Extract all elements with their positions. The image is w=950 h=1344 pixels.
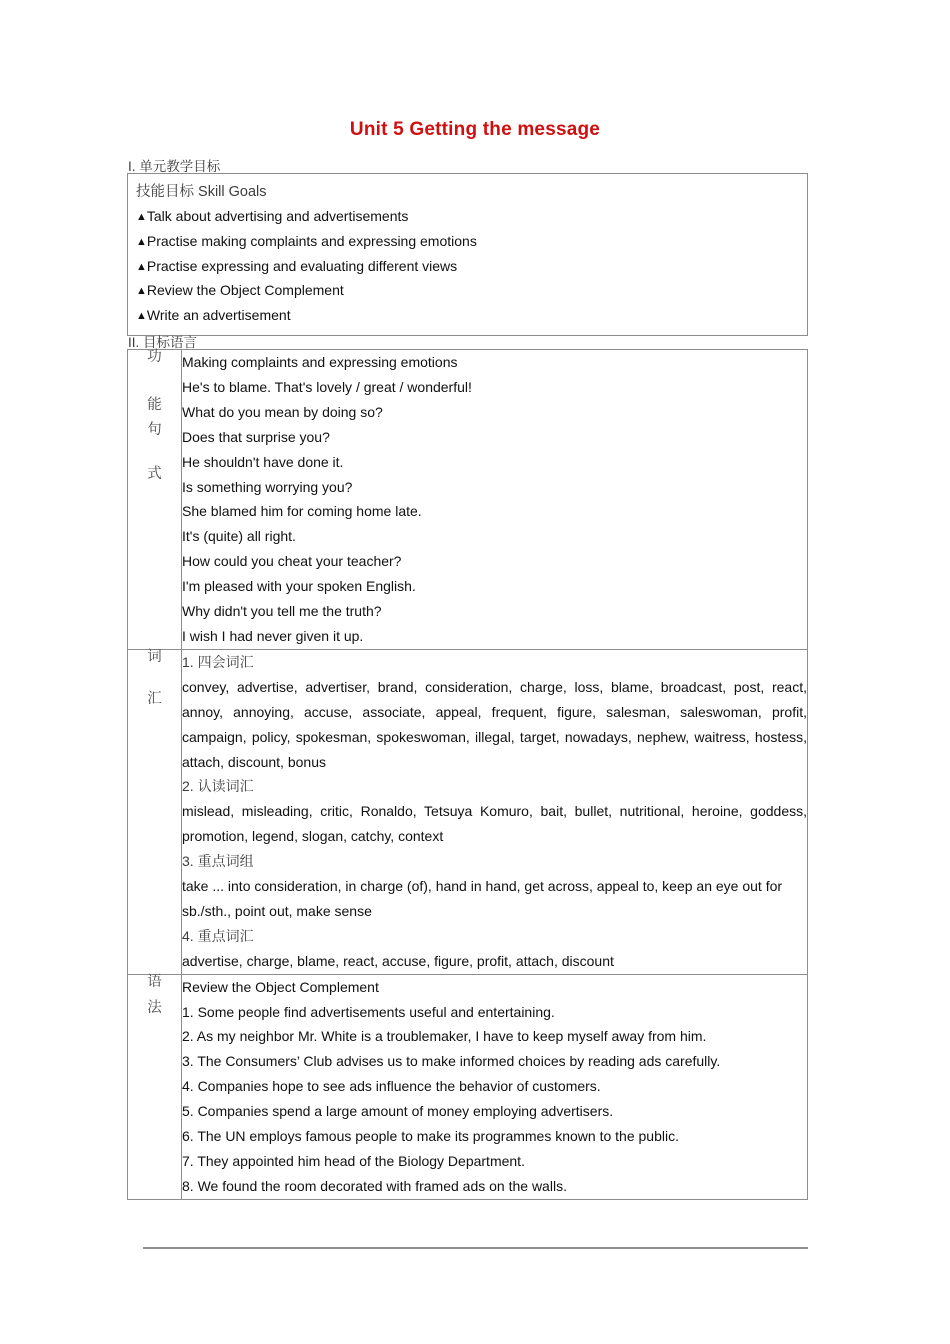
- section-heading-two: II. 目标语言: [128, 335, 198, 350]
- target-language-table: [127, 349, 808, 1200]
- label-char: 式: [147, 465, 162, 482]
- label-char: 词: [147, 648, 162, 665]
- vocabulary-group-heading: 1. 四会词汇: [182, 653, 254, 670]
- functional-sentence: He's to blame. That's lovely / great / wonderful!: [182, 378, 472, 395]
- vocabulary-group-heading: 4. 重点词汇: [182, 927, 254, 944]
- functional-sentence: How could you cheat your teacher?: [182, 553, 402, 570]
- grammar-sentence: 2. As my neighbor Mr. White is a troublemaker, I have to keep myself away from him.: [182, 1028, 707, 1045]
- functional-sentence: Why didn't you tell me the truth?: [182, 603, 382, 620]
- label-char: 功: [147, 349, 162, 365]
- label-char: 能: [147, 396, 162, 413]
- row-label-vocabulary: [128, 649, 182, 974]
- row-label-grammar: [128, 974, 182, 1199]
- vocabulary-cell: [182, 649, 808, 974]
- table-row-vocabulary: [128, 649, 808, 974]
- skill-goal-item: [136, 254, 807, 279]
- vocabulary-group-heading: 2. 认读词汇: [182, 778, 254, 795]
- table-row-grammar: [128, 974, 808, 1199]
- functional-sentence: Is something worrying you?: [182, 478, 353, 495]
- functional-sentence: What do you mean by doing so?: [182, 403, 383, 420]
- grammar-heading: Review the Object Complement: [182, 978, 379, 995]
- vocabulary-group-body: mislead, misleading, critic, Ronaldo, Tetsuya Komuro, bait, bullet, nutritional, heroine, goddess, promotion, legend, slogan, catchy, context: [182, 803, 807, 845]
- vocabulary-group-body: take ... into consideration, in charge (of), hand in hand, get across, appeal to, keep an eye out for sb./sth., point out, make sense: [182, 878, 783, 919]
- triangle-bullet-icon: ▲: [136, 260, 147, 273]
- grammar-sentence: 7. They appointed him head of the Biology Department.: [182, 1153, 525, 1169]
- skill-goal-text: Talk about advertising and advertisements: [146, 208, 409, 224]
- functional-sentence: I'm pleased with your spoken English.: [182, 578, 416, 595]
- skill-goals-header: 技能目标 Skill Goals: [136, 184, 267, 200]
- skill-goal-text: Practise expressing and evaluating different views: [146, 257, 458, 274]
- section-heading-one: I. 单元教学目标: [128, 159, 221, 174]
- page-title: Unit 5 Getting the message: [349, 119, 601, 140]
- triangle-bullet-icon: ▲: [136, 310, 147, 323]
- skill-goal-item: [136, 303, 807, 328]
- triangle-bullet-icon: ▲: [136, 235, 147, 248]
- grammar-sentence: 8. We found the room decorated with framed ads on the walls.: [182, 1177, 567, 1194]
- functional-heading: Making complaints and expressing emotions: [182, 354, 458, 370]
- grammar-sentence: 3. The Consumers’ Club advises us to make informed choices by reading ads carefully.: [182, 1053, 721, 1070]
- functional-sentences-cell: [182, 350, 808, 650]
- label-char: 语: [147, 973, 162, 990]
- triangle-bullet-icon: ▲: [136, 285, 147, 298]
- functional-sentence: Does that surprise you?: [182, 428, 330, 445]
- grammar-cell: [182, 974, 808, 1199]
- functional-sentence: He shouldn't have done it.: [182, 453, 344, 470]
- row-label-functional: [128, 350, 182, 650]
- vocabulary-group-heading: 3. 重点词组: [182, 853, 254, 870]
- label-char: 汇: [147, 691, 162, 708]
- table-row: [128, 174, 808, 336]
- functional-sentence: It's (quite) all right.: [182, 528, 296, 545]
- skill-goal-item: [136, 278, 807, 303]
- grammar-sentence: 5. Companies spend a large amount of money employing advertisers.: [182, 1103, 614, 1120]
- functional-sentence: She blamed him for coming home late.: [182, 503, 422, 520]
- skill-goal-text: Practise making complaints and expressing emotions: [146, 232, 477, 249]
- triangle-bullet-icon: ▲: [136, 211, 147, 223]
- grammar-sentence: 1. Some people find advertisements useful and entertaining.: [182, 1003, 555, 1020]
- skill-goal-item: [136, 204, 807, 229]
- functional-sentence: I wish I had never given it up.: [182, 627, 364, 644]
- skill-goals-cell: [128, 174, 808, 336]
- label-char: 句: [147, 422, 162, 438]
- footer-separator: [143, 1247, 808, 1249]
- vocabulary-group-body: advertise, charge, blame, react, accuse, figure, profit, attach, discount: [182, 952, 614, 969]
- table-row-functional-sentences: [128, 350, 808, 650]
- skill-goal-text: Review the Object Complement: [146, 282, 344, 299]
- label-char: 法: [147, 1000, 162, 1017]
- skill-goal-text: Write an advertisement: [146, 307, 291, 324]
- vocabulary-group-body: convey, advertise, advertiser, brand, consideration, charge, loss, blame, broadcast, post, react, annoy, annoying, accuse, associate, appeal, frequent, figure, salesman, saleswoman, profit, campaign, policy, spokesman, spokeswoman, illegal, target, nowadays, nephew, waitress, hostess, attach, discount, bonus: [182, 678, 807, 770]
- grammar-sentence: 4. Companies hope to see ads influence the behavior of customers.: [182, 1078, 601, 1095]
- skill-goals-table: [127, 173, 808, 336]
- skill-goal-item: [136, 229, 807, 254]
- grammar-sentence: 6. The UN employs famous people to make its programmes known to the public.: [182, 1128, 679, 1145]
